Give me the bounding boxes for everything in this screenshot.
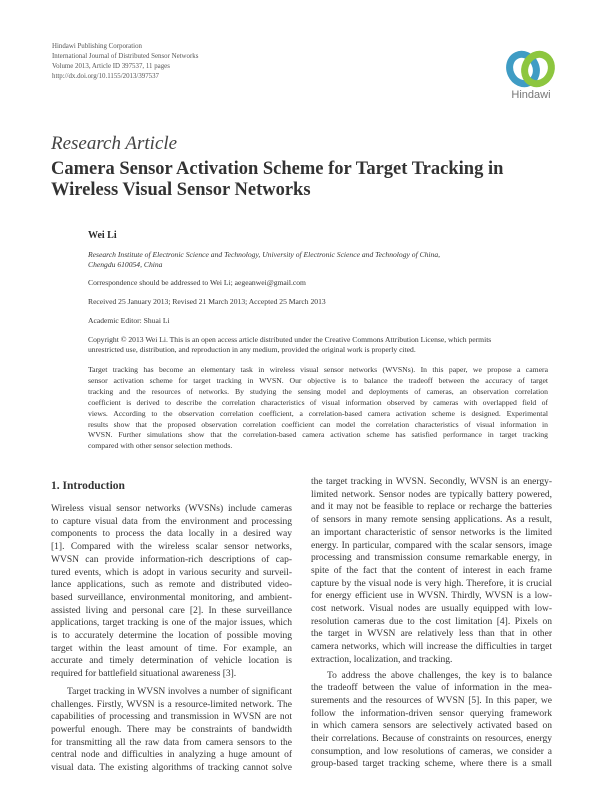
- text-line: camera networks, which will increase the difficulties in target: [311, 642, 552, 653]
- text-line: and it may not be feasible to replace or recharge the batteries: [311, 502, 552, 513]
- text-line: components to process the data locally in a desired way: [51, 529, 292, 540]
- text-line: tured events, which is adopt in various security and surveil-: [51, 567, 292, 578]
- text-line: spite of the fact that the content of interest in each frame: [311, 565, 552, 576]
- paragraph: [311, 476, 552, 667]
- text-line: resolution cameras due to the cost limitation [4]. Pixels on: [311, 616, 552, 627]
- dates: Received 25 January 2013; Revised 21 March 2013; Accepted 25 March 2013: [88, 297, 326, 306]
- paragraph: [311, 670, 552, 772]
- text-line: To address the above challenges, the key is to balance: [327, 670, 552, 681]
- doi-link[interactable]: http://dx.doi.org/10.1155/2013/397537: [52, 72, 159, 80]
- text-line: [1]. Compared with the wireless scalar sensor networks,: [51, 542, 292, 553]
- text-line: in which camera sensors are selectively activated based on: [311, 721, 552, 732]
- text-line: assisted living and personal care [2]. In these surveillance: [51, 605, 292, 616]
- hindawi-logo: [500, 48, 566, 108]
- text-line: to capture visual data from the environment and processing: [51, 516, 292, 527]
- text-line: energy. In particular, compared with the scalar sensors, image: [311, 540, 552, 551]
- text-line: follow the information-driven sensor querying framework: [311, 708, 552, 719]
- article-type: Research Article: [51, 133, 178, 154]
- section-heading: 1. Introduction: [51, 480, 125, 492]
- publisher-line: Hindawi Publishing Corporation: [52, 43, 142, 50]
- text-line: processing and transmission consume remarkable energy, in: [311, 553, 552, 564]
- text-line: coefficient is derived to describe the correlation characteristics of visual information observed by cameras with overlapped field of: [88, 397, 548, 407]
- text-line: applications, target tracking is one of the major issues, which: [51, 618, 292, 629]
- affiliation-line: Chengdu 610054, China: [88, 260, 163, 269]
- paragraph: [51, 503, 292, 681]
- author-name: Wei Li: [88, 230, 117, 241]
- abstract: [88, 365, 548, 452]
- text-line: the tradeoff between the value of information in the mea-: [311, 683, 552, 694]
- text-line: the target in WVSN are relatively less than that in other: [311, 629, 552, 640]
- volume-info: Volume 2013, Article ID 397537, 11 pages: [52, 62, 170, 70]
- text-line: for transmitting all the raw data from camera sensors to the: [51, 737, 292, 748]
- text-line: lance applications, such as remote and distributed video-: [51, 580, 292, 591]
- text-line: limited network. Sensor nodes are typically battery powered,: [311, 489, 552, 500]
- text-line: Wireless visual sensor networks (WVSNs) include cameras: [51, 504, 292, 514]
- journal-header: [52, 42, 198, 82]
- title-line: Camera Sensor Activation Scheme for Target Tracking in: [51, 159, 504, 179]
- text-line: powerful enough. There may be constraints of bandwidth: [51, 724, 292, 735]
- text-line: accurate and timely determination of vehicle location is: [51, 656, 292, 667]
- text-line: Target tracking has become an elementary task in wireless visual sensor networks (WVSNs). In this paper, we propose a camera: [88, 365, 548, 374]
- text-line: the target tracking in WVSN. Secondly, WVSN is an energy-: [311, 477, 552, 487]
- text-line: WVSN can provide information-rich descriptions of cap-: [51, 554, 292, 565]
- text-line: surements and the resources of WVSN [5]. In this paper, we: [311, 695, 552, 706]
- affiliation: [88, 250, 550, 270]
- text-line: for energy efficient use in WVSN. Thirdly, WVSN is a low-: [311, 591, 552, 602]
- correspondence: Correspondence should be addressed to Wei Li; aegeanwei@gmail.com: [88, 278, 306, 287]
- text-line: target within the least amount of time. For example, an: [51, 643, 292, 654]
- text-line: tracking and the resources of networks. By studying the sensing model and deployments of cameras, an observation correlation: [88, 386, 548, 396]
- text-line: based surveillance, environmental monitoring, and ambient-: [51, 592, 292, 603]
- copyright-line: Copyright © 2013 Wei Li. This is an open access article distributed under the Creative Commons Attribution License, which permits: [88, 335, 492, 344]
- article-title: [51, 159, 503, 200]
- text-line: capabilities of processing and transmission in WVSN are not: [51, 712, 292, 723]
- text-line: an important characteristic of sensor networks is the limited: [311, 527, 552, 538]
- text-line: cost network. Visual nodes are usually equipped with low-: [311, 604, 552, 615]
- right-column: [311, 476, 552, 771]
- journal-name: International Journal of Distributed Sensor Networks: [52, 52, 199, 60]
- affiliation-line: Research Institute of Electronic Science and Technology, University of Electronic Science and Technology of China,: [88, 250, 441, 259]
- text-line: group-based target tracking scheme, where there is a small: [311, 759, 552, 770]
- text-line: visual data. The existing algorithms of tracking cannot solve: [51, 763, 292, 774]
- rings-logo-icon: [500, 48, 562, 90]
- title-line: Wireless Visual Sensor Networks: [51, 179, 311, 200]
- text-line: results show that the proposed observation correlation coefficient can model the correlation characteristics of visual information in: [88, 419, 548, 429]
- text-line: consumption, and low resolutions of cameras, we consider a: [311, 746, 552, 757]
- text-line: compared with other sensor selection methods.: [88, 441, 233, 451]
- academic-editor: Academic Editor: Shuai Li: [88, 316, 170, 325]
- text-line: central node and difficulties in analyzing a huge amount of: [51, 750, 292, 761]
- logo-text: Hindawi: [511, 89, 551, 101]
- text-line: views. According to the observation correlation coefficient, a correlation-based camera activation scheme is designed. Experimental: [88, 408, 548, 418]
- text-line: required for battlefield situational awareness [3].: [51, 669, 237, 680]
- text-line: Target tracking in WVSN involves a number of significant: [67, 686, 292, 697]
- paragraph: [51, 686, 292, 775]
- text-line: capture by the visual node is very high. Therefore, it is crucial: [311, 578, 552, 589]
- left-column: [51, 503, 292, 775]
- copyright: [88, 335, 550, 355]
- text-line: WVSN. Further simulations show that the correlation-based camera activation scheme has satisfied performance in target tracking: [88, 430, 548, 440]
- text-line: their correlations. Because of constraints on resources, energy: [311, 734, 552, 745]
- copyright-line: unrestricted use, distribution, and reproduction in any medium, provided the original work is properly cited.: [88, 345, 416, 354]
- text-line: challenges. Firstly, WVSN is a resource-limited network. The: [51, 699, 292, 710]
- text-line: of sensors in many remote sensing applications. As a result,: [311, 515, 552, 526]
- text-line: sensor activation scheme for target tracking in WVSN. Our objective is to balance the tradeoff between the accuracy of target: [88, 375, 548, 385]
- text-line: extraction, localization, and tracking.: [311, 654, 453, 665]
- text-line: is to accurately determine the location of possible moving: [51, 631, 292, 642]
